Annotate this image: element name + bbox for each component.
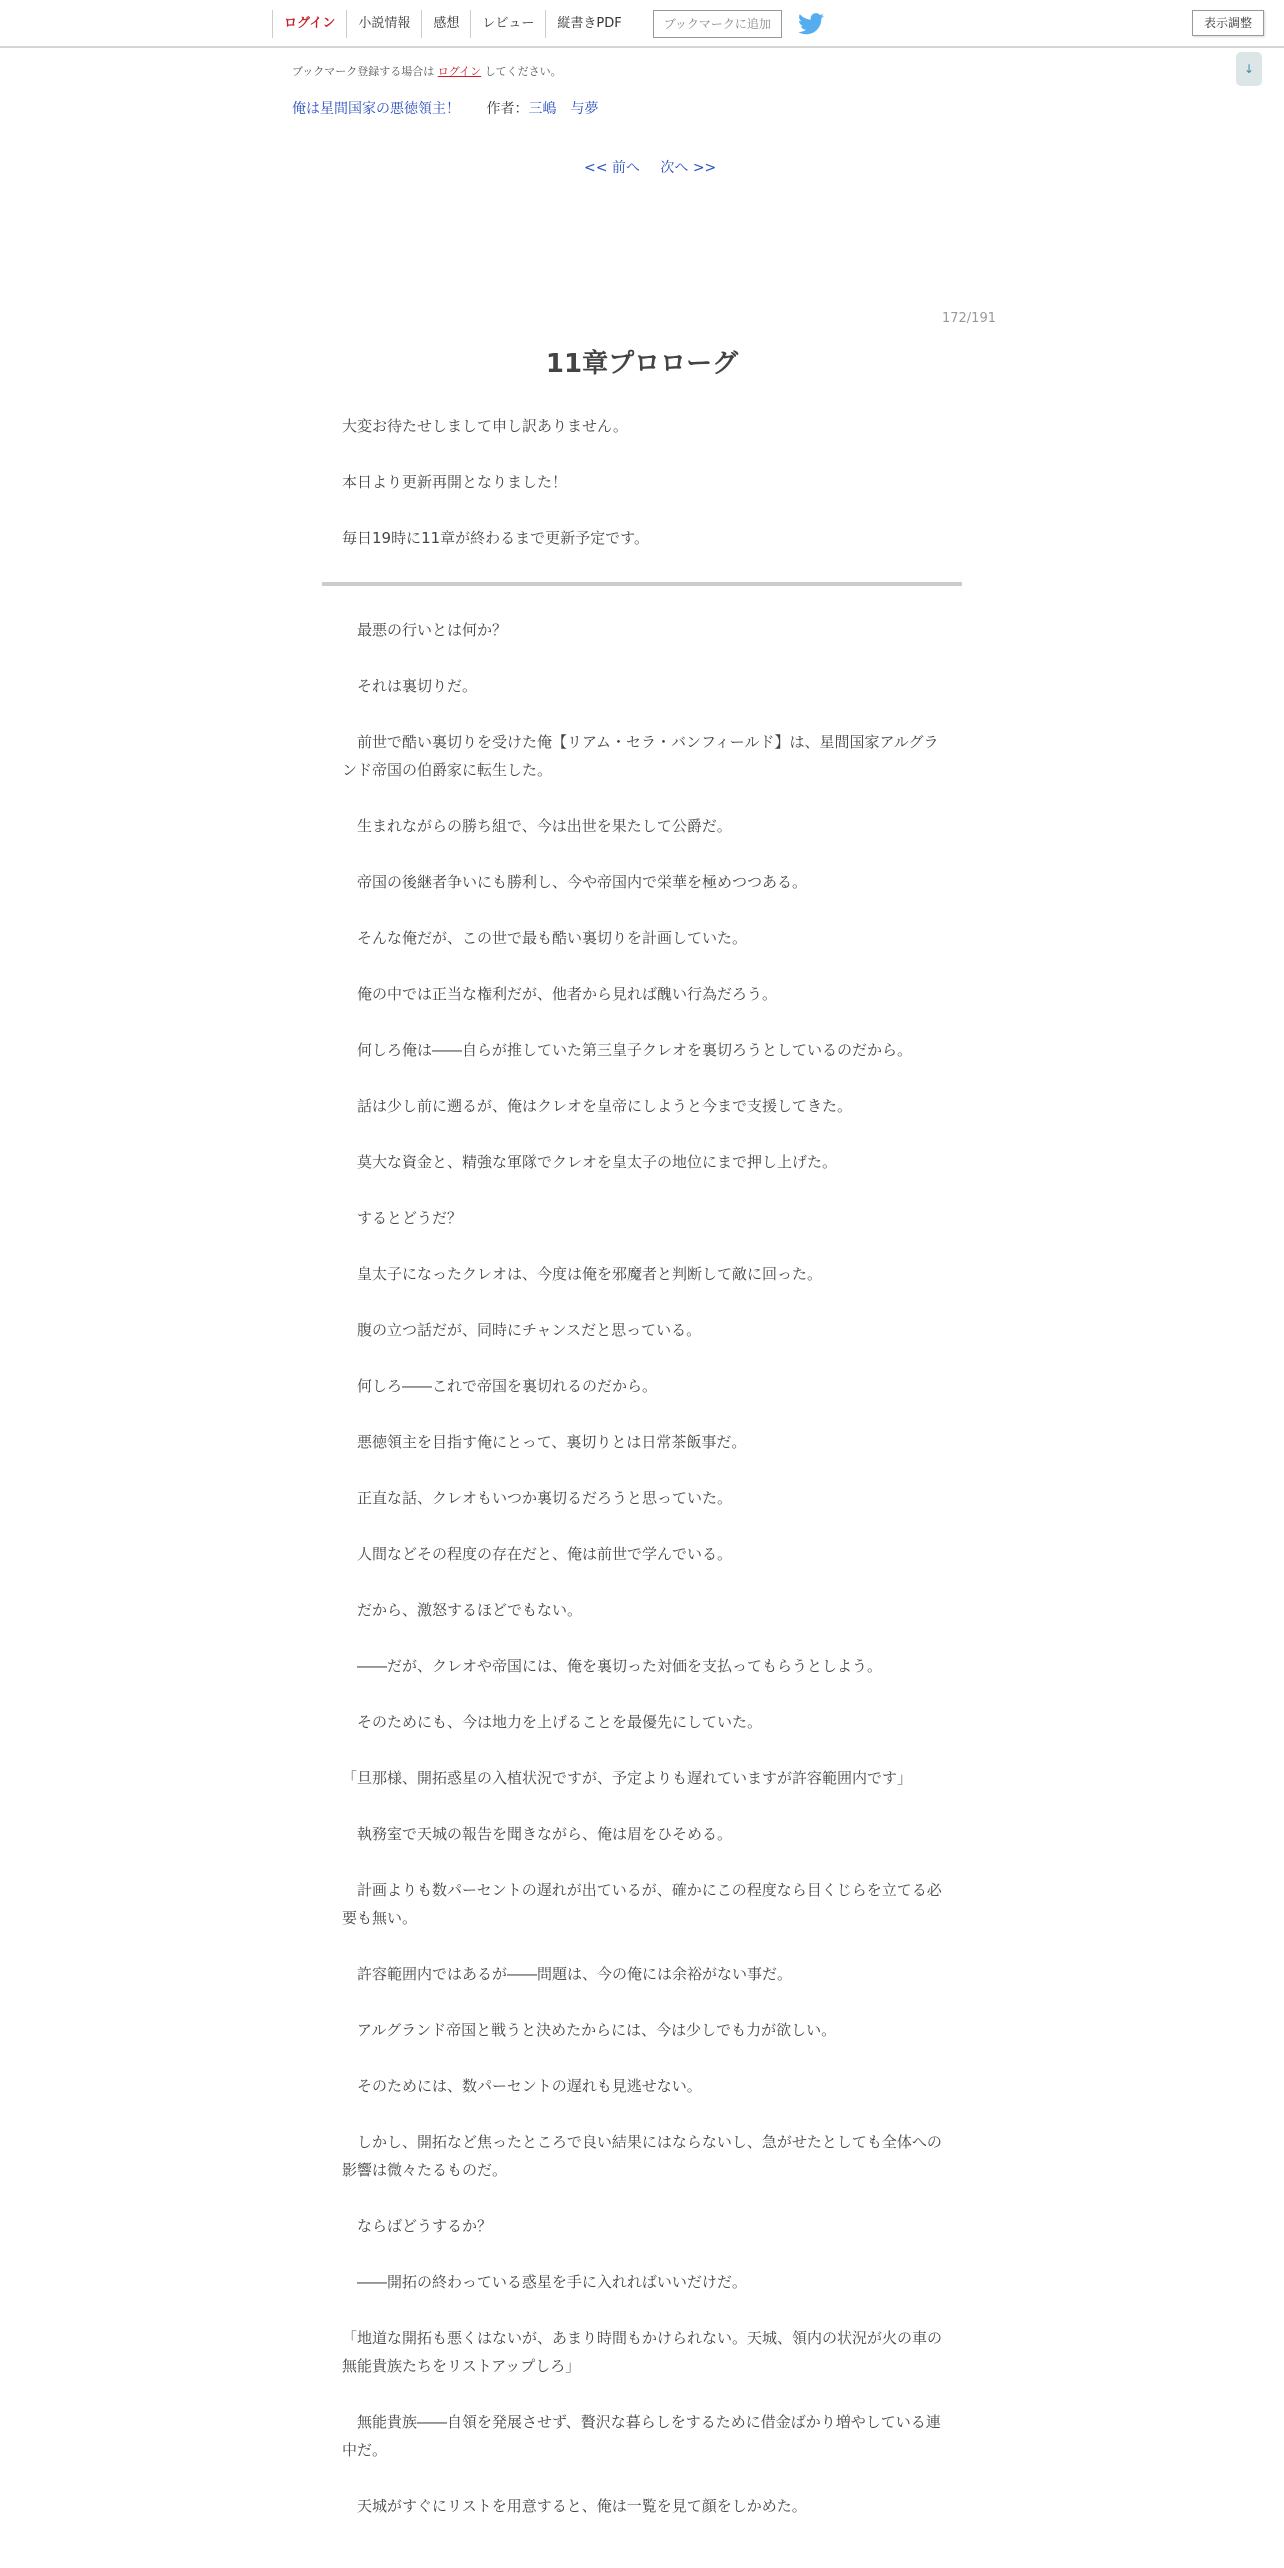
body-paragraph: するとどうだ？	[342, 1209, 463, 1227]
body-paragraph: 莫大な資金と、精強な軍隊でクレオを皇太子の地位にまで押し上げた。	[342, 1153, 838, 1171]
next-chapter-link[interactable]: 次へ >>	[660, 160, 717, 176]
preface-text	[342, 412, 942, 580]
author-link[interactable]: 三嶋 与夢	[528, 101, 599, 117]
body-paragraph: 何しろ――これで帝国を裏切れるのだから。	[342, 1377, 658, 1395]
top-navigation-bar	[0, 0, 1284, 48]
body-paragraph: 腹の立つ話だが、同時にチャンスだと思っている。	[342, 1321, 702, 1339]
page-number: 172/191	[941, 311, 996, 326]
nav-novel-info[interactable]: 小説情報	[346, 10, 421, 38]
author-label: 作者：	[486, 101, 529, 117]
body-paragraph: 皇太子になったクレオは、今度は俺を邪魔者と判断して敵に回った。	[342, 1265, 823, 1283]
body-paragraph: そのためには、数パーセントの遅れも見逃せない。	[342, 2077, 702, 2095]
chapter-body	[342, 616, 942, 2548]
body-paragraph: 人間などその程度の存在だと、俺は前世で学んでいる。	[342, 1545, 733, 1563]
body-paragraph: アルグランド帝国と戦うと決めたからには、今は少しでも力が欲しい。	[342, 2021, 837, 2039]
body-paragraph: 俺の中では正当な権利だが、他者から見れば醜い行為だろう。	[342, 985, 778, 1003]
body-paragraph: そのためにも、今は地力を上げることを最優先にしていた。	[342, 1713, 763, 1731]
preface-paragraph: 大変お待たせしまして申し訳ありません。	[342, 417, 628, 435]
body-paragraph: ――開拓の終わっている惑星を手に入れればいいだけだ。	[342, 2273, 747, 2291]
preface-paragraph: 本日より更新再開となりました！	[342, 473, 568, 491]
chapter-title: 11章プロローグ	[545, 349, 739, 379]
nav-login[interactable]: ログイン	[272, 10, 346, 38]
body-paragraph: 話は少し前に遡るが、俺はクレオを皇帝にしようと今まで支援してきた。	[342, 1097, 853, 1115]
bookmark-notice-suffix: してください。	[484, 65, 562, 78]
body-paragraph: 前世で酷い裏切りを受けた俺【リアム・セラ・バンフィールド】は、星間国家アルグランド帝国の伯爵家に転生した。	[342, 733, 939, 779]
body-paragraph: それは裏切りだ。	[342, 677, 478, 695]
body-paragraph: 悪徳領主を目指す俺にとって、裏切りとは日常茶飯事だ。	[342, 1433, 747, 1451]
body-paragraph: 天城がすぐにリストを用意すると、俺は一覧を見て顔をしかめた。	[342, 2497, 807, 2515]
body-paragraph: 帝国の後継者争いにも勝利し、今や帝国内で栄華を極めつつある。	[342, 873, 808, 891]
scroll-down-button[interactable]: ↓	[1236, 52, 1262, 86]
body-paragraph: しかし、開拓など焦ったところで良い結果にはならないし、急がせたとしても全体への影響は微々たるものだ。	[342, 2133, 942, 2179]
preface-paragraph: 毎日19時に11章が終わるまで更新予定です。	[342, 529, 649, 547]
preface-divider	[322, 582, 962, 586]
main-nav	[272, 10, 824, 38]
bookmark-notice-prefix: ブックマーク登録する場合は	[292, 65, 435, 78]
bookmark-notice	[292, 63, 562, 79]
work-info	[292, 98, 598, 118]
twitter-icon[interactable]	[798, 13, 824, 35]
body-paragraph: 無能貴族――自領を発展させず、贅沢な暮らしをするために借金ばかり増やしている連中だ。	[342, 2413, 941, 2459]
body-paragraph: ならばどうするか？	[342, 2217, 493, 2235]
body-paragraph: だから、激怒するほどでもない。	[342, 1601, 583, 1619]
work-title-link[interactable]: 俺は星間国家の悪徳領主！	[292, 101, 460, 117]
body-paragraph: ――だが、クレオや帝国には、俺を裏切った対価を支払ってもらうとしよう。	[342, 1657, 883, 1675]
body-paragraph: 生まれながらの勝ち組で、今は出世を果たして公爵だ。	[342, 817, 732, 835]
display-settings-button[interactable]: 表示調整	[1192, 10, 1264, 36]
body-paragraph: 最悪の行いとは何か？	[342, 621, 508, 639]
body-paragraph: 計画よりも数パーセントの遅れが出ているが、確かにこの程度なら目くじらを立てる必要も無い。	[342, 1881, 942, 1927]
body-paragraph: そんな俺だが、この世で最も酷い裏切りを計画していた。	[342, 929, 748, 947]
add-bookmark-button[interactable]: ブックマークに追加	[653, 10, 782, 38]
body-paragraph: 執務室で天城の報告を聞きながら、俺は眉をひそめる。	[342, 1825, 733, 1843]
nav-impressions[interactable]: 感想	[421, 10, 470, 38]
body-paragraph: 「地道な開拓も悪くはないが、あまり時間もかけられない。天城、領内の状況が火の車の無能貴族たちをリストアップしろ」	[342, 2329, 943, 2375]
body-paragraph: 許容範囲内ではあるが――問題は、今の俺には余裕がない事だ。	[342, 1965, 793, 1983]
nav-review[interactable]: レビュー	[470, 10, 545, 38]
nav-vertical-pdf[interactable]: 縦書きPDF	[545, 10, 632, 38]
chapter-pager	[584, 157, 716, 177]
prev-chapter-link[interactable]: << 前へ	[584, 160, 640, 176]
bookmark-notice-login-link[interactable]: ログイン	[437, 65, 482, 78]
body-paragraph: 何しろ俺は――自らが推していた第三皇子クレオを裏切ろうとしているのだから。	[342, 1041, 913, 1059]
body-paragraph: 「旦那様、開拓惑星の入植状況ですが、予定よりも遅れていますが許容範囲内です」	[342, 1769, 913, 1787]
body-paragraph: 正直な話、クレオもいつか裏切るだろうと思っていた。	[342, 1489, 733, 1507]
